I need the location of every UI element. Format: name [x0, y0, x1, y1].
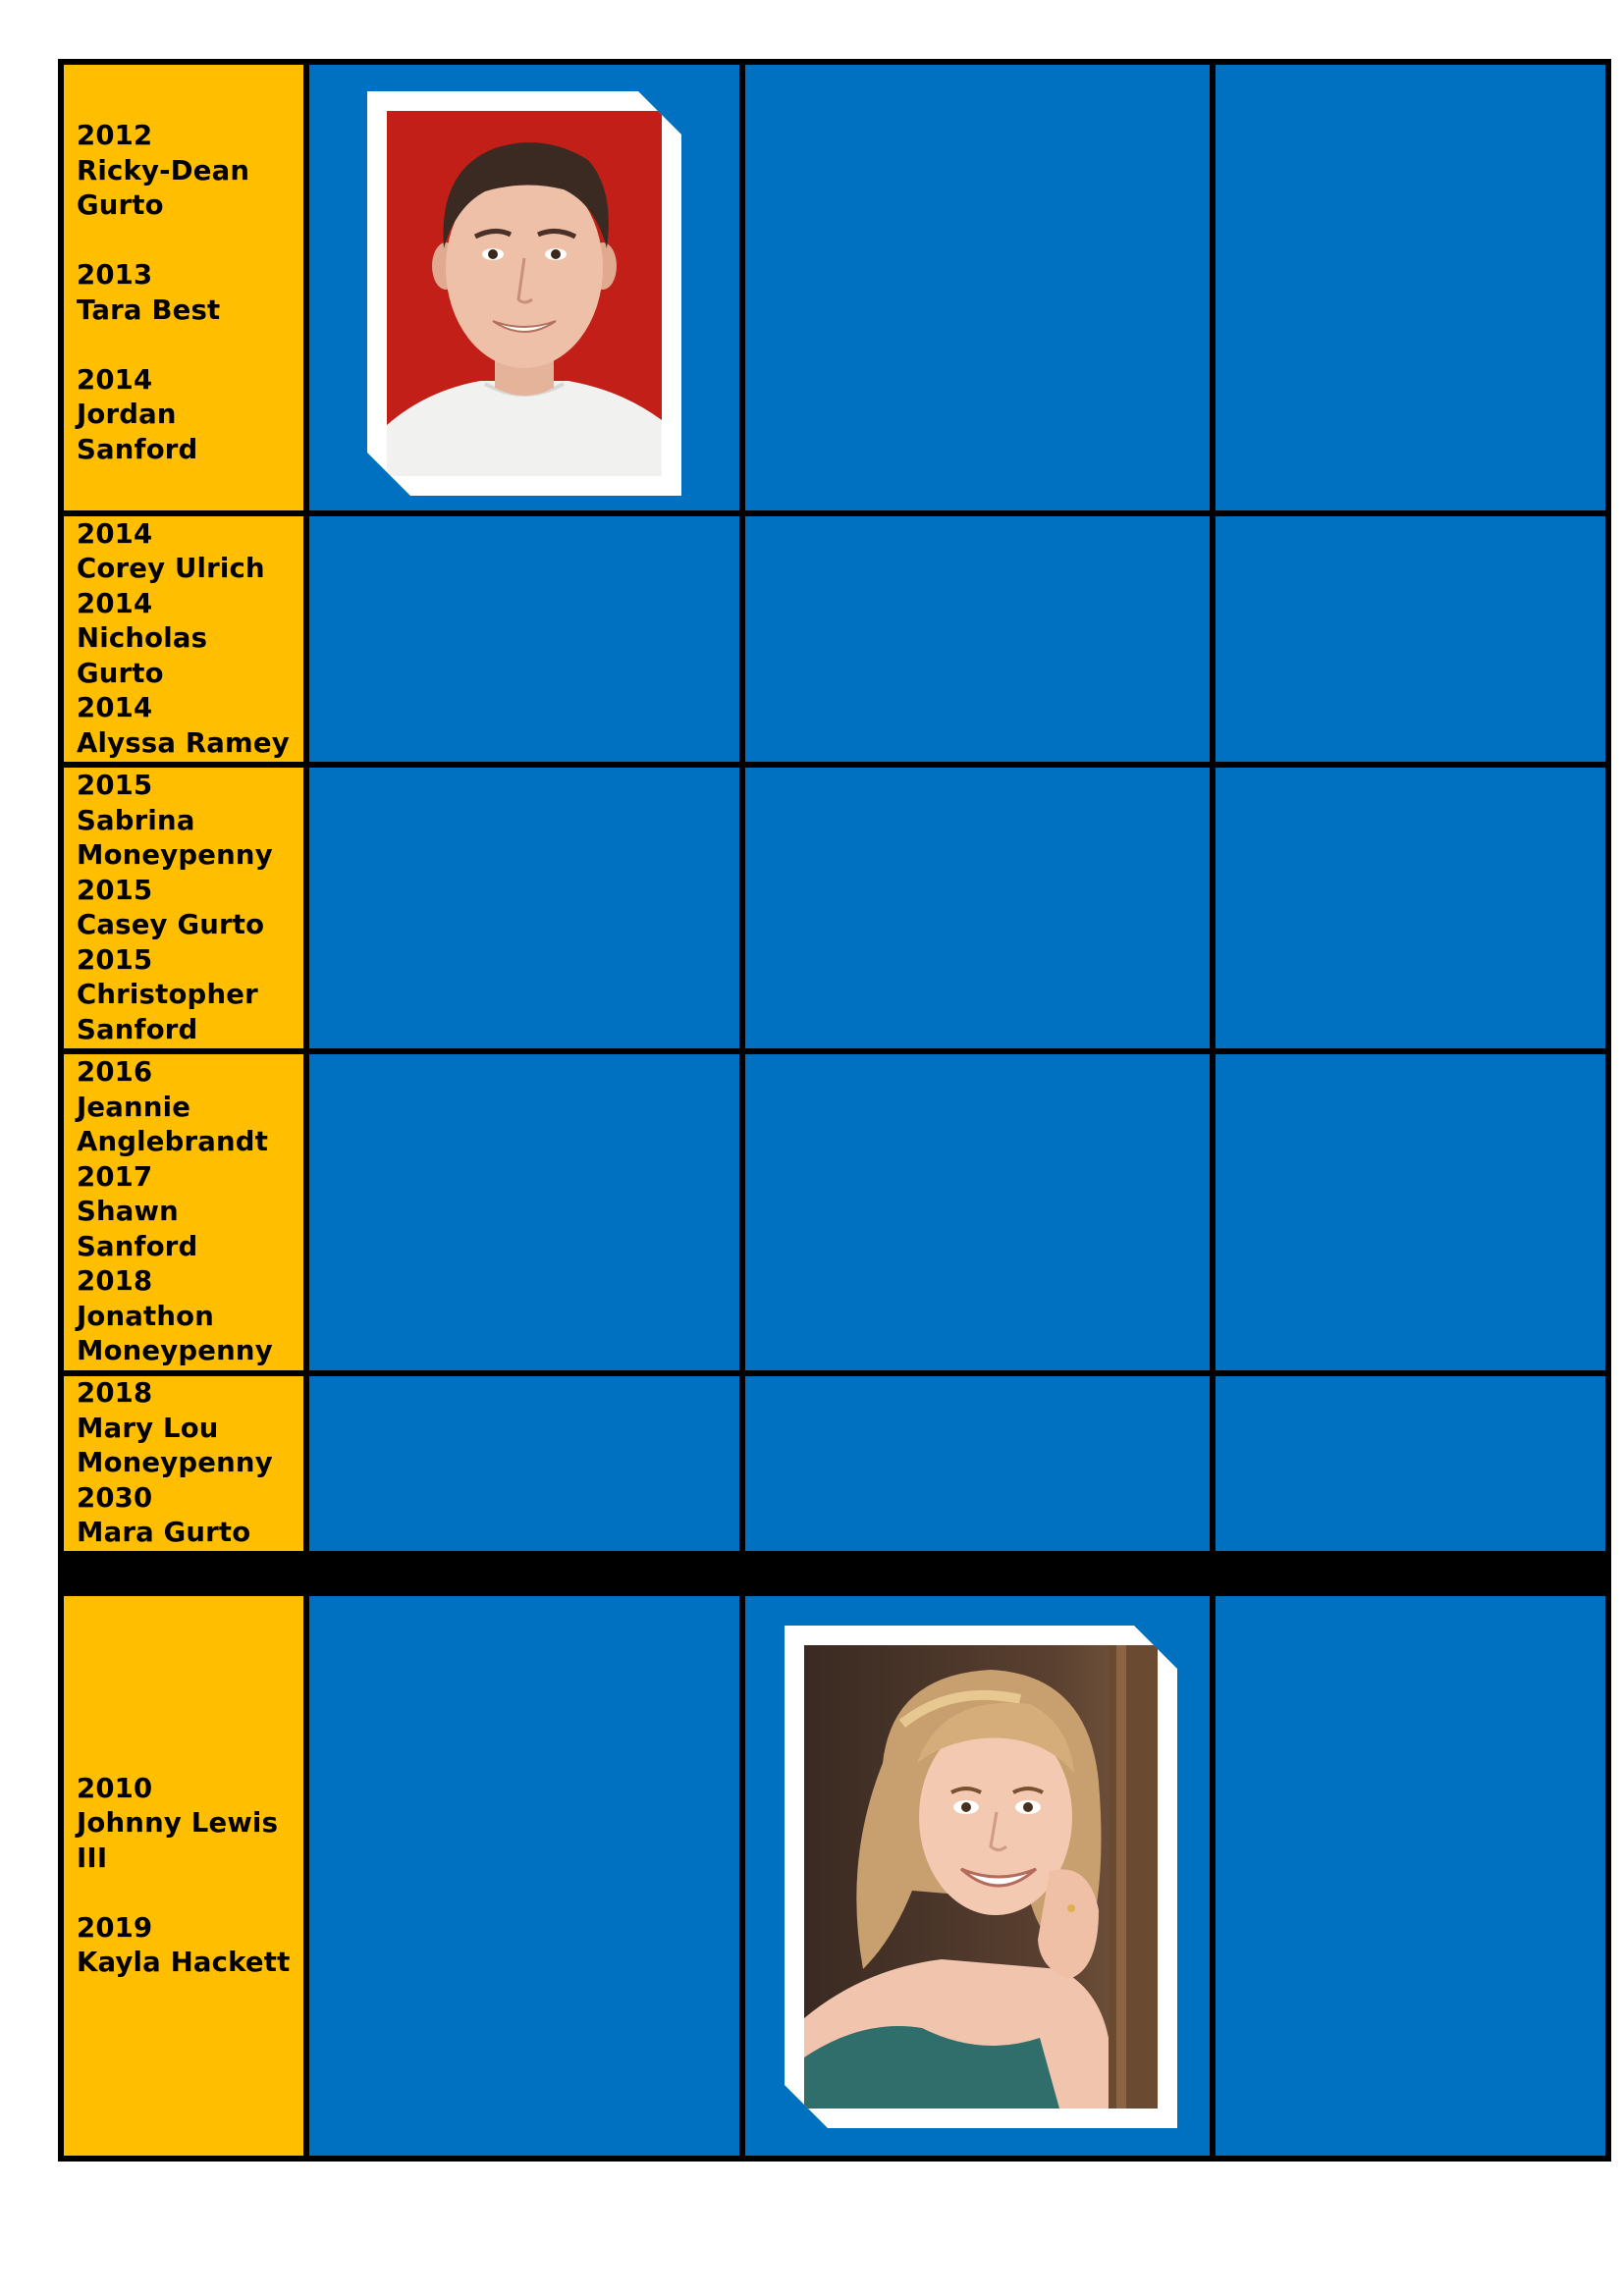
empty-cell: [1216, 1596, 1605, 2156]
empty-cell: [745, 65, 1210, 510]
empty-cell: [745, 768, 1210, 1048]
empty-cell: [1216, 1376, 1605, 1551]
names-cell: [64, 1376, 303, 1551]
empty-cell: [745, 1054, 1210, 1370]
empty-cell: [745, 516, 1210, 762]
memorial-grid-table: [58, 59, 1611, 2162]
names-list: 2016 Jeannie Anglebrandt 2017 Shawn Sanford 2018 Jonathon Moneypenny: [77, 1056, 273, 1367]
portrait-photo-frame: [785, 1626, 1177, 2128]
photo-cell: [309, 65, 739, 510]
empty-cell: [1216, 65, 1605, 510]
names-cell: [64, 1596, 303, 2156]
portrait-photo: [387, 111, 662, 476]
empty-cell: [309, 1054, 739, 1370]
empty-cell: [309, 516, 739, 762]
names-list: 2015 Sabrina Moneypenny 2015 Casey Gurto 2015 Christopher Sanford: [77, 770, 273, 1045]
names-cell: [64, 65, 303, 510]
table-row: [58, 768, 1611, 1048]
table-row: [58, 516, 1611, 762]
table-row: [58, 65, 1611, 510]
names-cell: [64, 768, 303, 1048]
empty-cell: [1216, 1054, 1605, 1370]
names-cell: [64, 1054, 303, 1370]
names-list: 2014 Corey Ulrich 2014 Nicholas Gurto 2014 Alyssa Ramey: [77, 517, 290, 759]
portrait-photo-frame: [367, 91, 681, 496]
photo-cell: [745, 1596, 1210, 2156]
table-row: [58, 1596, 1611, 2156]
names-list: 2012 Ricky-Dean Gurto 2013 Tara Best 2014 Jordan Sanford: [77, 120, 250, 465]
empty-cell: [309, 768, 739, 1048]
table-row: [58, 1376, 1611, 1551]
names-cell: [64, 516, 303, 762]
table-row: [58, 1054, 1611, 1370]
empty-cell: [1216, 768, 1605, 1048]
empty-cell: [1216, 516, 1605, 762]
names-list: 2018 Mary Lou Moneypenny 2030 Mara Gurto: [77, 1377, 273, 1549]
empty-cell: [745, 1376, 1210, 1551]
empty-cell: [309, 1376, 739, 1551]
names-list: 2010 Johnny Lewis III 2019 Kayla Hackett: [77, 1772, 291, 1978]
empty-cell: [309, 1596, 739, 2156]
portrait-photo: [804, 1645, 1158, 2109]
